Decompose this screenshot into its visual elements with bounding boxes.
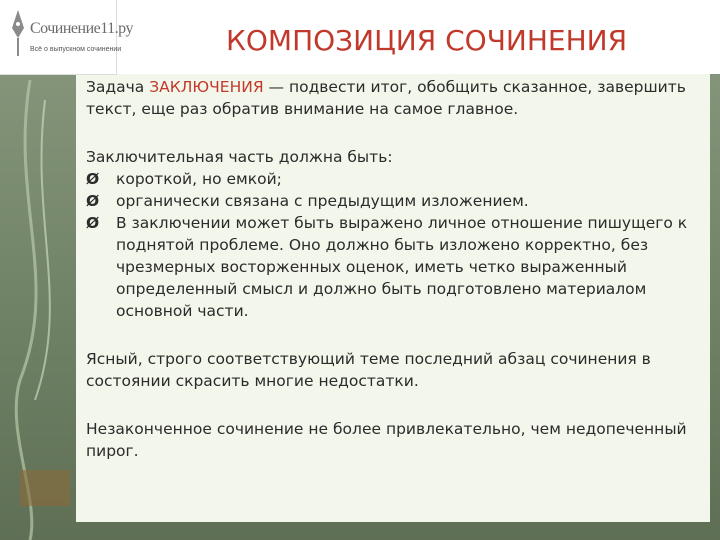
intro-highlight: ЗАКЛЮЧЕНИЯ — [149, 78, 264, 96]
pen-nib-icon — [6, 8, 30, 60]
intro-rest: — подвести итог, обобщить сказанное, завершить текст, еще раз обратив внимание на самое главное. — [86, 78, 686, 118]
requirements-heading: Заключительная часть должна быть: — [86, 148, 393, 166]
requirements-list — [86, 168, 702, 322]
list-item — [86, 168, 702, 190]
site-logo[interactable] — [0, 0, 133, 75]
requirement-text: короткой, но емкой; — [116, 170, 282, 188]
arrow-bullet-icon: Ø — [86, 192, 100, 210]
logo-tagline: Всё о выпускном сочинении — [30, 46, 122, 53]
intro-prefix: Задача — [86, 78, 150, 96]
closing-paragraph: Незаконченное сочинение не более привлекательно, чем недопеченный пирог. — [86, 420, 687, 460]
requirement-text: В заключении может быть выражено личное отношение пишущего к поднятой проблеме. Оно должно быть изложено корректно, без чрезмерных восторженных оценок, иметь четко выраженный определенный смысл и должно быть подготовлено материалом основной части. — [116, 214, 688, 320]
list-item — [86, 212, 702, 322]
list-item — [86, 190, 702, 212]
conclusion-paragraph: Ясный, строго соответствующий теме последний абзац сочинения в состоянии скрасить многие недостатки. — [86, 350, 651, 390]
intro-paragraph — [86, 76, 702, 120]
logo-name: Сочинение11.ру — [30, 20, 133, 37]
slide-title: КОМПОЗИЦИЯ СОЧИНЕНИЯ — [226, 24, 628, 57]
arrow-bullet-icon: Ø — [86, 170, 100, 188]
quill-decoration-icon — [0, 80, 80, 540]
requirement-text: органически связана с предыдущим изложением. — [116, 192, 529, 210]
arrow-bullet-icon: Ø — [86, 214, 100, 232]
slide-body — [86, 76, 702, 462]
